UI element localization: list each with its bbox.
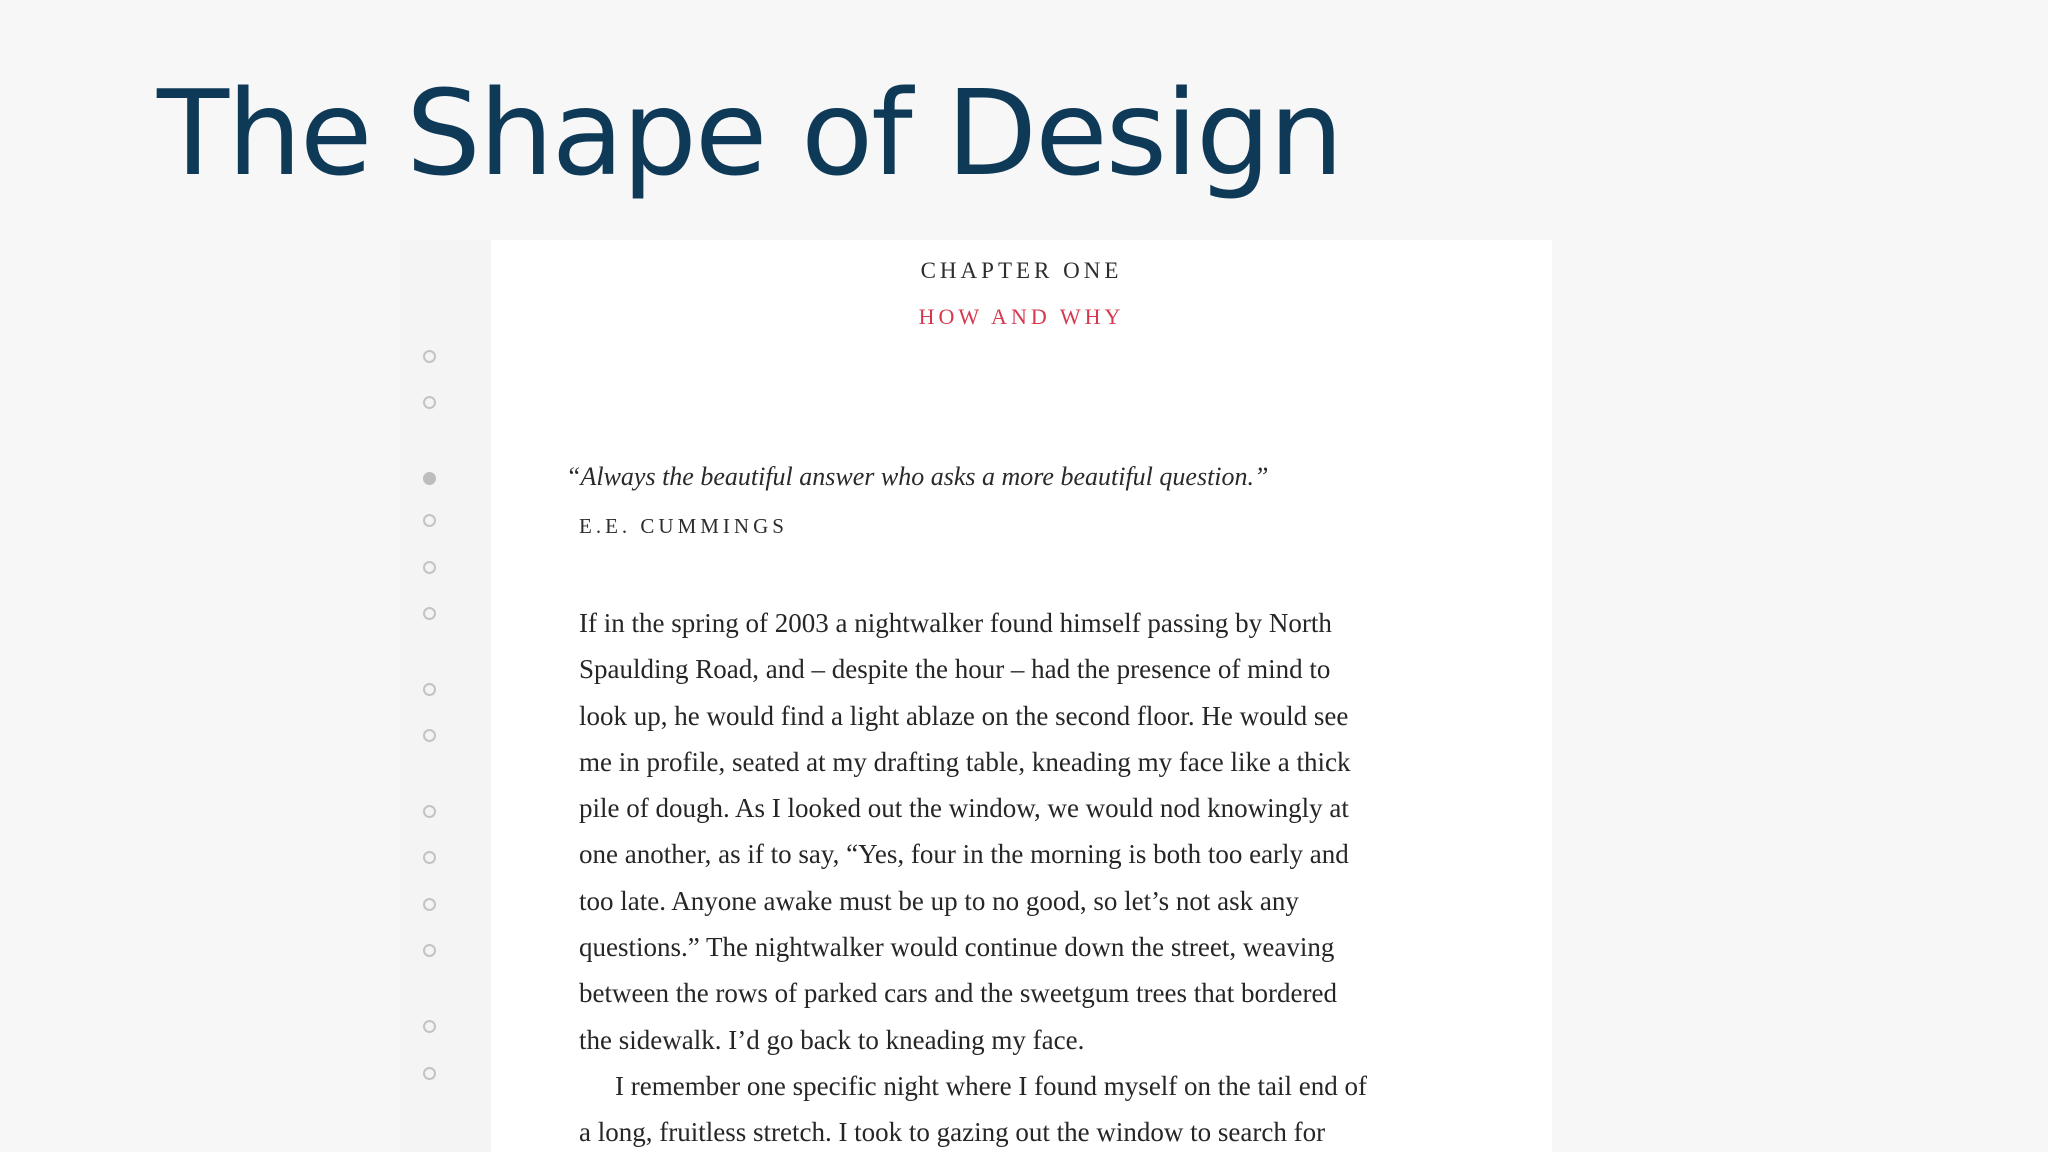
outline-marker[interactable] (423, 851, 436, 864)
outline-marker[interactable] (423, 683, 436, 696)
outline-marker[interactable] (423, 1067, 436, 1080)
body-line: between the rows of parked cars and the sweetgum trees that bordered (579, 978, 1337, 1009)
outline-marker[interactable] (423, 805, 436, 818)
body-line: too late. Anyone awake must be up to no good, so let’s not ask any (579, 885, 1299, 916)
body-line: Spaulding Road, and – despite the hour – had the presence of mind to (579, 654, 1331, 685)
chapter-title: HOW AND WHY (918, 304, 1125, 329)
epigraph-author: E.E. CUMMINGS (579, 514, 788, 538)
body-line: one another, as if to say, “Yes, four in the morning is both too early and (579, 839, 1349, 870)
outline-marker[interactable] (423, 396, 436, 409)
outline-marker[interactable] (423, 607, 436, 620)
body-line: me in profile, seated at my drafting table, kneading my face like a thick (579, 746, 1351, 777)
body-line: questions.” The nightwalker would continue down the street, weaving (579, 932, 1335, 963)
page-title: The Shape of Design (157, 64, 1342, 202)
outline-marker[interactable] (423, 729, 436, 742)
outline-marker[interactable] (423, 561, 436, 574)
outline-marker[interactable] (423, 514, 436, 527)
epigraph-quote: “Always the beautiful answer who asks a more beautiful question.” (566, 462, 1269, 491)
body-line: If in the spring of 2003 a nightwalker found himself passing by North (579, 608, 1332, 638)
outline-marker[interactable] (423, 898, 436, 911)
outline-marker[interactable] (423, 350, 436, 363)
body-line: pile of dough. As I looked out the window, we would nod knowingly at (579, 793, 1349, 824)
body-line: look up, he would find a light ablaze on the second floor. He would see (579, 700, 1349, 731)
body-line: a long, fruitless stretch. I took to gazing out the window to search for (579, 1117, 1326, 1148)
chapter-number: CHAPTER ONE (920, 258, 1123, 283)
outline-gutter (400, 240, 491, 1152)
outline-marker-active[interactable] (423, 472, 436, 485)
outline-marker[interactable] (423, 1020, 436, 1033)
outline-marker[interactable] (423, 944, 436, 957)
chapter-body (579, 600, 1459, 1152)
body-line: I remember one specific night where I found myself on the tail end of (615, 1070, 1367, 1101)
body-line: the sidewalk. I’d go back to kneading my face. (579, 1024, 1085, 1055)
